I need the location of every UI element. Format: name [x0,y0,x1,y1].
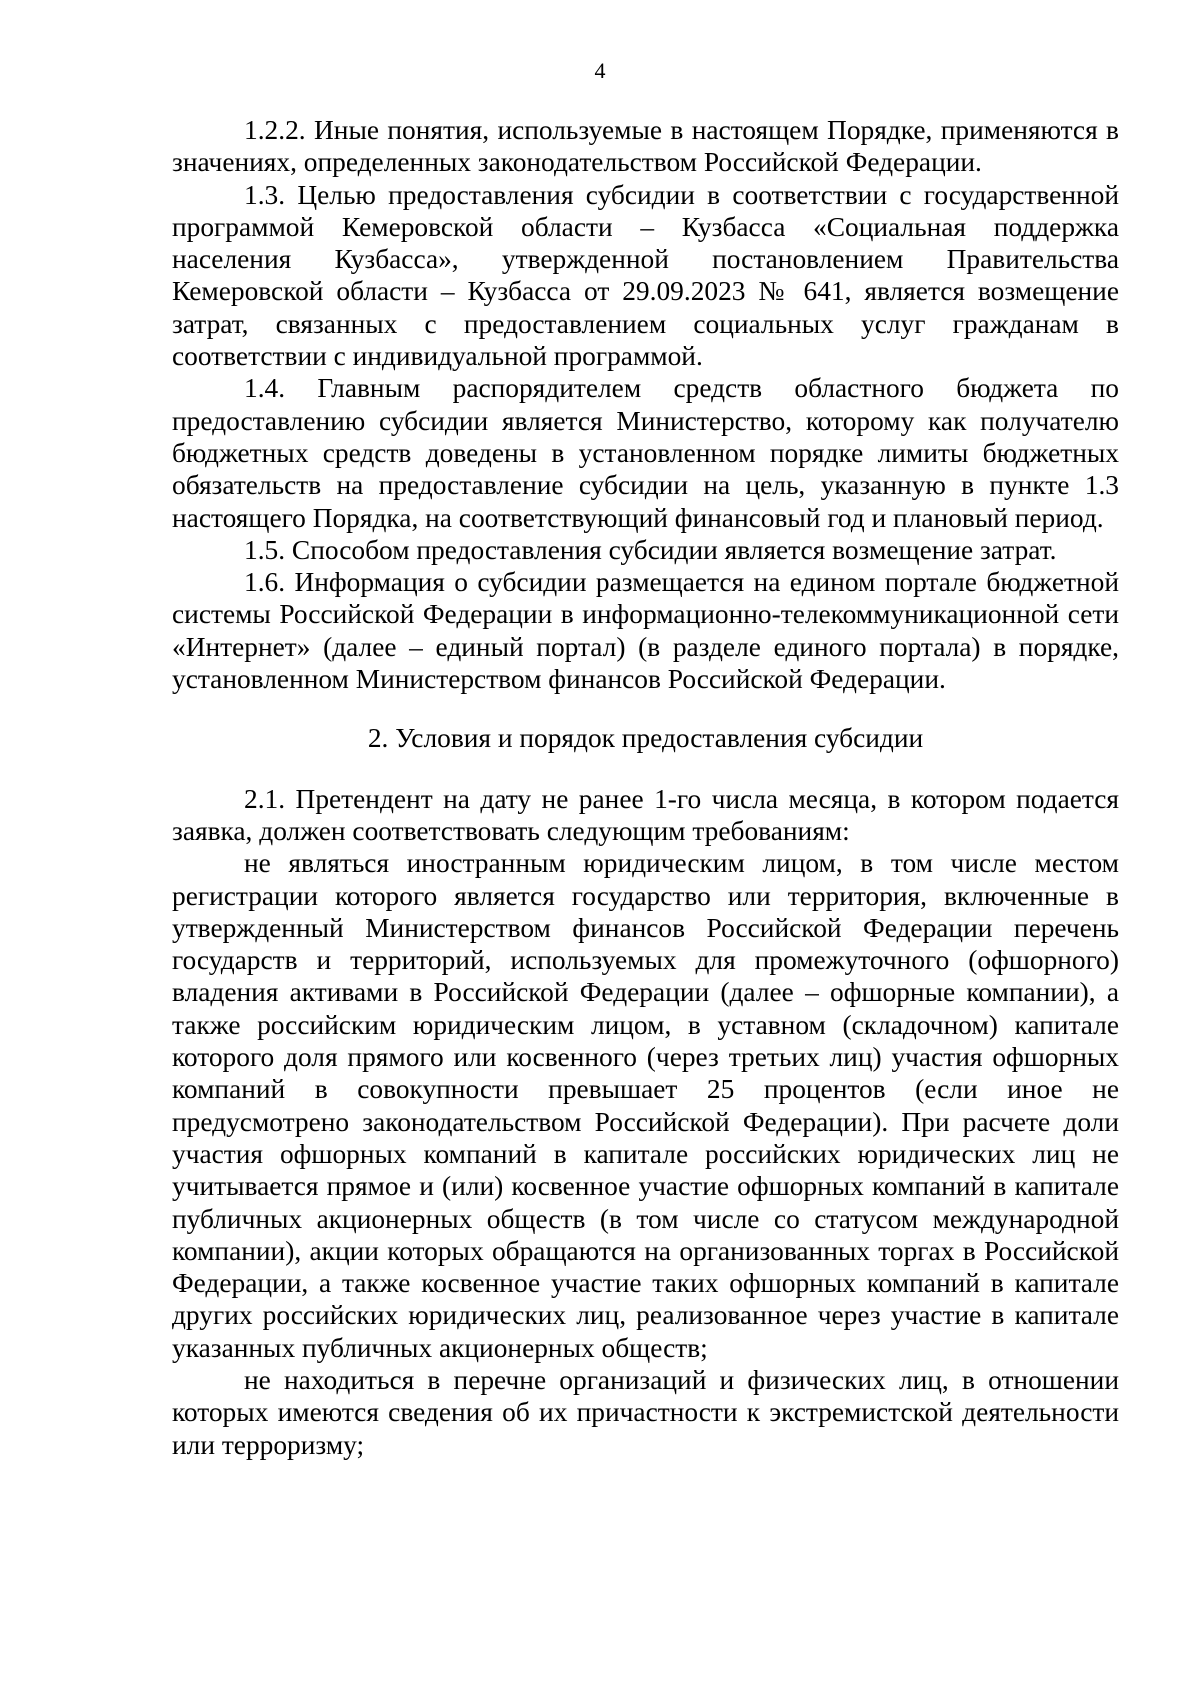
paragraph-1-2-2: 1.2.2. Иные понятия, используемые в настоящем Порядке, применяются в значениях, определенных законодательством Российской Федерации. [172,115,1119,178]
paragraph-1-5: 1.5. Способом предоставления субсидии является возмещение затрат. [244,534,1057,565]
paragraph-1-6: 1.6. Информация о субсидии размещается на едином портале бюджетной системы Российской Федерации в информационно-телекоммуникационной сети «Интернет» (далее – единый портал) (в разделе единого портала) в порядке, установленном Министерством финансов Российской Федерации. [172,567,1119,695]
page-number: 4 [594,58,606,83]
paragraph-1-4: 1.4. Главным распорядителем средств областного бюджета по предоставлению субсидии является Министерство, которому как получателю бюджетных средств доведены в установленном порядке лимиты бюджетных обязательств на предоставление субсидии на цель, указанную в пункте 1.3 настоящего Порядка, на соответствующий финансовый год и плановый период. [172,373,1119,533]
section-heading: 2. Условия и порядок предоставления субсидии [367,723,924,754]
paragraph-2-1: 2.1. Претендент на дату не ранее 1-го числа месяца, в котором подается заявка, должен соответствовать следующим требованиям: [172,783,1119,846]
requirement-offshore: не являться иностранным юридическим лицом, в том числе местом регистрации которого является государство или территория, включенные в утвержденный Министерством финансов Российской Федерации перечень государств и территорий, используемых для промежуточного (офшорного) владения активами в Российской Федерации (далее – офшорные компании), а также российским юридическим лицом, в уставном (складочном) капитале которого доля прямого или косвенного (через третьих лиц) участия офшорных компаний в совокупности превышает 25 процентов (если иное не предусмотрено законодательством Российской Федерации). При расчете доли участия офшорных компаний в капитале российских юридических лиц не учитывается прямое и (или) косвенное участие офшорных компаний в капитале публичных акционерных обществ (в том числе со статусом международной компании), акции которых обращаются на организованных торгах в Российской Федерации, а также косвенное участие таких офшорных компаний в капитале других российских юридических лиц, реализованное через участие в капитале указанных публичных акционерных обществ; [172,848,1119,1363]
document-body [172,114,1119,1461]
paragraph-1-3: 1.3. Целью предоставления субсидии в соответствии с государственной программой Кемеровской области – Кузбасса «Социальная поддержка населения Кузбасса», утвержденной постановлением Правительства Кемеровской области – Кузбасса от 29.09.2023 № 641, является возмещение затрат, связанных с предоставлением социальных услуг гражданам в соответствии с индивидуальной программой. [172,179,1119,372]
requirement-extremism: не находиться в перечне организаций и физических лиц, в отношении которых имеются сведения об их причастности к экстремистской деятельности или терроризму; [172,1364,1119,1460]
